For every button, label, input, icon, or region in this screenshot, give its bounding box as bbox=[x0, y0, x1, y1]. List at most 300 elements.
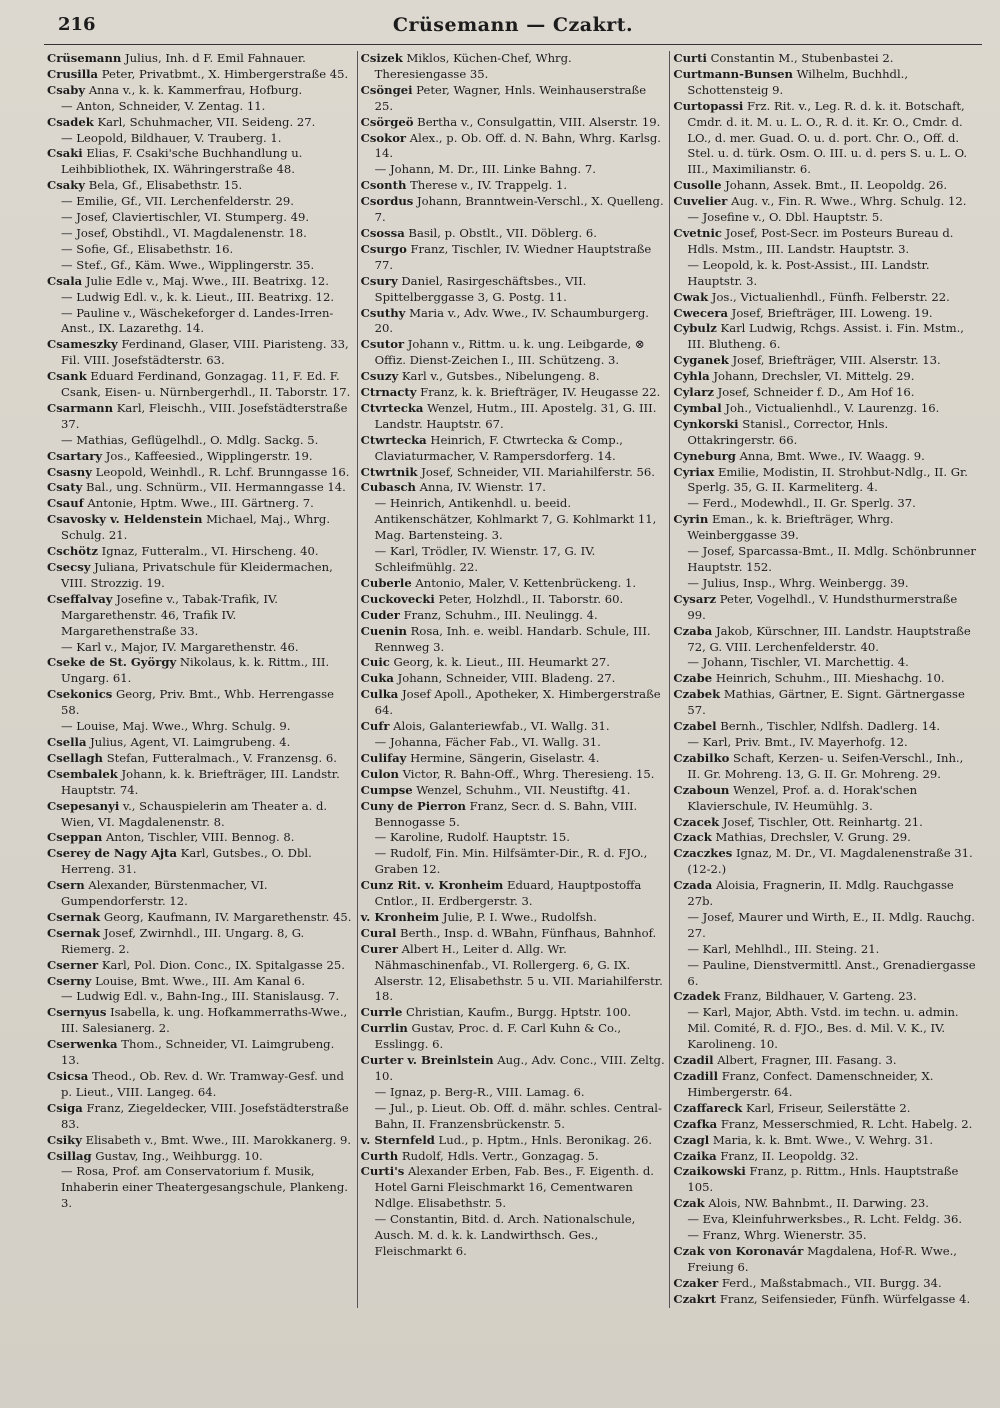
entry-details: Heinrich, F. Ctwrtecka & Comp., Claviaturmacher, V. Rampersdorferg. 14. bbox=[374, 432, 623, 463]
entry-details: Antonio, Maler, V. Kettenbrückeng. 1. bbox=[415, 575, 637, 590]
entry-details: Johann, Branntwein-Verschl., X. Quelleng. 7. bbox=[374, 194, 664, 225]
entry-details: Gustav, Ing., Weihburgg. 10. bbox=[95, 1148, 263, 1163]
entry-details: Anna, IV. Wienstr. 17. bbox=[419, 480, 546, 495]
directory-entry bbox=[673, 1117, 979, 1133]
directory-entry bbox=[47, 926, 354, 958]
entry-details: — Heinrich, Antikenhdl. u. beeid. Antikenschätzer, Kohlmarkt 7, G. Kohlmarkt 11, Mag. Bartensteing. 3. bbox=[374, 496, 657, 543]
directory-entry bbox=[673, 624, 979, 656]
entry-surname: Curti bbox=[673, 51, 707, 65]
entry-details: Aug., Adv. Conc., VIII. Zeltg. 10. bbox=[374, 1053, 665, 1083]
page-header bbox=[44, 14, 982, 45]
directory-entry bbox=[361, 401, 667, 433]
entry-details: Karl, Fleischh., VIII. Josefstädterstraße 37. bbox=[61, 400, 348, 431]
entry-details: Johann, Schneider, VIII. Bladeng. 27. bbox=[397, 671, 616, 686]
entry-details: Johann, Drechsler, VI. Mittelg. 29. bbox=[713, 369, 915, 384]
entry-details: Emilie, Modistin, II. Strohbut-Ndlg., II. Gr. Sperlg. 35, G. II. Karmeliterg. 4. bbox=[687, 464, 968, 495]
directory-entry bbox=[673, 1228, 979, 1244]
directory-entry bbox=[361, 624, 667, 656]
directory-entry bbox=[673, 1053, 979, 1069]
entry-surname: Csizek bbox=[360, 51, 403, 65]
directory-entry bbox=[47, 1149, 354, 1165]
directory-entry bbox=[361, 1212, 667, 1260]
entry-details: Josef, Zwirnhdl., III. Ungarg. 8, G. Riemerg. 2. bbox=[61, 925, 305, 956]
directory-entry bbox=[361, 830, 667, 846]
entry-details: Franz, Seifensieder, Fünfh. Würfelgasse 4. bbox=[719, 1291, 971, 1306]
entry-surname: Csembalek bbox=[47, 766, 118, 781]
entry-details: Josef, Schneider f. D., Am Hof 16. bbox=[717, 385, 915, 400]
directory-entry bbox=[673, 878, 979, 910]
directory-entry bbox=[673, 1069, 979, 1101]
entry-details: v., Schauspielerin am Theater a. d. Wien, VI. Magdalenenstr. 8. bbox=[61, 798, 328, 829]
directory-entry bbox=[361, 433, 667, 465]
directory-entry bbox=[47, 194, 354, 210]
entry-details: Jakob, Kürschner, III. Landstr. Hauptstraße 72, G. VIII. Lerchenfelderstr. 40. bbox=[687, 623, 971, 654]
directory-entry bbox=[673, 1244, 979, 1276]
directory-entry bbox=[673, 353, 979, 369]
entry-details: — Pauline v., Wäschekeforger d. Landes-Irren-Anst., IX. Lazarethg. 14. bbox=[61, 305, 334, 336]
entry-details: Hermine, Sängerin, Giselastr. 4. bbox=[410, 750, 600, 765]
entry-surname: Ctwrtecka bbox=[360, 432, 427, 447]
entry-details: Wenzel, Prof. a. d. Horak'schen Klavierschule, IV. Heumühlg. 3. bbox=[687, 782, 918, 813]
entry-details: Peter, Privatbmt., X. Himbergerstraße 45. bbox=[101, 66, 349, 81]
entry-surname: Crusilla bbox=[47, 66, 99, 81]
entry-details: Magdalena, Hof-R. Wwe., Freiung 6. bbox=[687, 1243, 957, 1274]
directory-entry bbox=[361, 544, 667, 576]
entry-details: Anton, Tischler, VIII. Bennog. 8. bbox=[105, 830, 295, 845]
entry-details: — Ludwig Edl. v., k. k. Lieut., III. Beatrixg. 12. bbox=[61, 289, 335, 304]
entry-surname: Czacek bbox=[673, 814, 720, 829]
entry-surname: Culon bbox=[360, 766, 399, 781]
entry-surname: Cynkorski bbox=[673, 416, 739, 431]
directory-entry bbox=[47, 115, 354, 131]
column-3 bbox=[669, 51, 982, 1308]
directory-entry bbox=[361, 799, 667, 831]
directory-entry bbox=[673, 544, 979, 576]
entry-surname: Csiga bbox=[47, 1100, 83, 1115]
directory-entry bbox=[673, 465, 979, 497]
entry-details: Isabella, k. ung. Hofkammerraths-Wwe., III. Salesianerg. 2. bbox=[61, 1005, 348, 1036]
entry-details: Lud., p. Hptm., Hnls. Beronikag. 26. bbox=[438, 1132, 653, 1147]
directory-entry bbox=[361, 306, 667, 338]
directory-entry bbox=[673, 385, 979, 401]
entry-details: Josefine v., Tabak-Trafik, IV. Margarethenstr. 46, Trafik IV. Margarethenstraße 33. bbox=[61, 591, 278, 638]
directory-entry bbox=[47, 480, 354, 496]
entry-surname: Cserner bbox=[47, 957, 99, 972]
directory-entry bbox=[47, 592, 354, 640]
entry-surname: Cuckovecki bbox=[360, 591, 435, 606]
directory-entry bbox=[361, 465, 667, 481]
directory-entry bbox=[673, 671, 979, 687]
entry-details: — Karl v., Major, IV. Margarethenstr. 46. bbox=[61, 639, 299, 654]
directory-entry bbox=[361, 1005, 667, 1021]
entry-details: Nikolaus, k. k. Rittm., III. Ungarg. 61. bbox=[61, 655, 330, 686]
entry-details: — Karoline, Rudolf. Hauptstr. 15. bbox=[374, 830, 570, 845]
entry-details: Alois, NW. Bahnbmt., II. Darwing. 23. bbox=[708, 1196, 929, 1211]
entry-details: — Stef., Gf., Käm. Wwe., Wipplingerstr. 35. bbox=[61, 257, 315, 272]
entry-details: Franz, Secr. d. S. Bahn, VIII. Bennogasse 5. bbox=[374, 798, 638, 829]
entry-surname: Csarmann bbox=[47, 400, 114, 415]
entry-details: Karl v., Gutsbes., Nibelungeng. 8. bbox=[401, 369, 600, 384]
entry-details: Joh., Victualienhdl., V. Laurenzg. 16. bbox=[725, 400, 940, 415]
directory-entry bbox=[47, 974, 354, 990]
entry-details: Karl, Friseur, Seilerstätte 2. bbox=[745, 1100, 911, 1115]
directory-entry bbox=[361, 242, 667, 274]
directory-entry bbox=[361, 162, 667, 178]
entry-details: — Josef, Sparcassa-Bmt., II. Mdlg. Schönbrunner Hauptstr. 152. bbox=[687, 544, 976, 574]
entry-surname: Cyriax bbox=[673, 464, 715, 479]
entry-surname: Currle bbox=[360, 1005, 403, 1020]
entry-surname: Csauf bbox=[47, 496, 84, 511]
entry-surname: Cuic bbox=[360, 655, 390, 670]
entry-details: Johann v., Rittm. u. k. ung. Leibgarde, ⊗ Offiz. Dienst-Zeichen I., III. Schützeng. 3. bbox=[374, 337, 645, 368]
entry-details: — Eva, Kleinfuhrwerksbes., R. Lcht. Feldg. 36. bbox=[687, 1212, 963, 1227]
entry-details: Leopold, Weinhdl., R. Lchf. Brunngasse 16. bbox=[95, 464, 350, 479]
directory-entry bbox=[673, 417, 979, 449]
entry-surname: Csellagh bbox=[47, 750, 103, 765]
entry-details: — Pauline, Dienstvermittl. Anst., Grenadiergasse 6. bbox=[687, 957, 976, 988]
entry-surname: Curer bbox=[360, 941, 398, 956]
entry-surname: Czada bbox=[673, 878, 713, 893]
entry-details: Ignaz, M. Dr., VI. Magdalenenstraße 31. (12-2.) bbox=[687, 846, 973, 877]
entry-details: — Julius, Insp., Whrg. Weinbergg. 39. bbox=[687, 575, 909, 590]
directory-entry bbox=[673, 687, 979, 719]
entry-surname: Czaika bbox=[673, 1148, 717, 1163]
entry-details: Alois, Galanteriewfab., VI. Wallg. 31. bbox=[393, 719, 610, 734]
directory-entry bbox=[47, 146, 354, 178]
entry-details: Josef, Post-Secr. im Posteurs Bureau d. Hdls. Mstm., III. Landstr. Hauptstr. 3. bbox=[687, 225, 954, 256]
directory-entry bbox=[673, 989, 979, 1005]
directory-entry bbox=[673, 1005, 979, 1053]
entry-details: — Mathias, Geflügelhdl., O. Mdlg. Sackg. 5. bbox=[61, 432, 319, 447]
entry-details: Albert H., Leiter d. Allg. Wr. Nähmaschinenfab., VI. Rollergerg. 6, G. IX. Alserstr. 12, Elisabethstr. 5 u. VII. Mariahilferstr. 18. bbox=[374, 941, 663, 1004]
directory-entry bbox=[361, 369, 667, 385]
directory-entry bbox=[361, 1133, 667, 1149]
directory-entry bbox=[47, 767, 354, 799]
directory-entry bbox=[673, 592, 979, 624]
directory-entry bbox=[361, 846, 667, 878]
directory-entry bbox=[673, 210, 979, 226]
entry-surname: Cuenin bbox=[360, 623, 407, 638]
entry-surname: Csank bbox=[47, 369, 87, 384]
directory-entry bbox=[47, 337, 354, 369]
entry-details: Elisabeth v., Bmt. Wwe., III. Marokkanerg. 9. bbox=[85, 1132, 352, 1147]
entry-surname: Czaikowski bbox=[673, 1164, 746, 1179]
directory-entry bbox=[361, 1021, 667, 1053]
entry-surname: Cseffalvay bbox=[47, 591, 113, 606]
entry-surname: Cuvelier bbox=[673, 194, 728, 209]
entry-surname: Czakrt bbox=[673, 1291, 717, 1306]
directory-entry bbox=[361, 274, 667, 306]
entry-details: Rosa, Inh. e. weibl. Handarb. Schule, III. Rennweg 3. bbox=[374, 623, 651, 654]
entry-surname: Curti's bbox=[360, 1164, 405, 1179]
directory-entry bbox=[673, 1164, 979, 1196]
entry-details: Schaft, Kerzen- u. Seifen-Verschl., Inh., II. Gr. Mohreng. 13, G. II. Gr. Mohreng. 29. bbox=[687, 750, 964, 781]
entry-surname: Cural bbox=[360, 925, 397, 940]
directory-entry bbox=[47, 799, 354, 831]
entry-surname: Cysarz bbox=[673, 591, 717, 606]
entry-details: Wenzel, Hutm., III. Apostelg. 31, G. III. Landstr. Hauptstr. 67. bbox=[374, 400, 657, 431]
entry-details: Alex., p. Ob. Off. d. N. Bahn, Whrg. Karlsg. 14. bbox=[374, 130, 661, 161]
entry-details: — Leopold, k. k. Post-Assist., III. Landstr. Hauptstr. 3. bbox=[687, 257, 930, 288]
entry-details: Josef, Schneider, VII. Mariahilferstr. 56. bbox=[421, 464, 655, 479]
entry-details: Karl, Schuhmacher, VII. Seideng. 27. bbox=[97, 114, 316, 129]
directory-entry bbox=[361, 926, 667, 942]
directory-entry bbox=[47, 655, 354, 687]
entry-details: Georg, Priv. Bmt., Whb. Herrengasse 58. bbox=[61, 687, 334, 718]
entry-surname: Csepesanyi bbox=[47, 798, 120, 813]
entry-surname: Czabilko bbox=[673, 750, 730, 765]
entry-details: Stefan, Futteralmach., V. Franzensg. 6. bbox=[106, 750, 337, 765]
entry-details: Miklos, Küchen-Chef, Whrg. Theresiengasse 35. bbox=[374, 51, 572, 81]
entry-details: Karl, Gutsbes., O. Dbl. Herreng. 31. bbox=[61, 846, 312, 877]
directory-entry bbox=[47, 989, 354, 1005]
entry-details: Rudolf, Hdls. Vertr., Gonzagag. 5. bbox=[401, 1148, 599, 1163]
directory-entry bbox=[47, 401, 354, 433]
entry-details: — Ferd., Modewhdl., II. Gr. Sperlg. 37. bbox=[687, 496, 916, 511]
directory-entry bbox=[47, 1164, 354, 1212]
directory-entry bbox=[47, 242, 354, 258]
entry-details: — Ludwig Edl. v., Bahn-Ing., III. Stanislausg. 7. bbox=[61, 989, 340, 1004]
entry-details: Peter, Holzhdl., II. Taborstr. 60. bbox=[438, 591, 624, 606]
entry-details: Peter, Vogelhdl., V. Hundsthurmerstraße 99. bbox=[687, 591, 958, 622]
directory-entry bbox=[361, 480, 667, 496]
entry-details: Josef, Tischler, Ott. Reinhartg. 21. bbox=[722, 814, 923, 829]
directory-entry bbox=[673, 1276, 979, 1292]
entry-details: Maria v., Adv. Wwe., IV. Schaumburgerg. 20. bbox=[374, 305, 649, 336]
entry-details: — Rosa, Prof. am Conservatorium f. Musik, Inhaberin einer Theatergesangschule, Plankeng. 3. bbox=[61, 1164, 348, 1211]
entry-surname: Ctvrtecka bbox=[360, 400, 424, 415]
entry-details: Michael, Maj., Whrg. Schulg. 21. bbox=[61, 512, 330, 543]
entry-details: Anna v., k. k. Kammerfrau, Hofburg. bbox=[88, 82, 303, 97]
directory-entry bbox=[47, 719, 354, 735]
entry-details: — Rudolf, Fin. Min. Hilfsämter-Dir., R. d. FJO., Graben 12. bbox=[374, 846, 648, 877]
entry-details: Franz, II. Leopoldg. 32. bbox=[720, 1148, 859, 1163]
directory-entry bbox=[361, 592, 667, 608]
entry-details: Alexander, Bürstenmacher, VI. Gumpendorferstr. 12. bbox=[61, 878, 268, 909]
directory-entry bbox=[361, 751, 667, 767]
directory-entry bbox=[47, 560, 354, 592]
directory-entry bbox=[673, 290, 979, 306]
entry-details: Stanisl., Corrector, Hnls. Ottakringerstr. 66. bbox=[687, 416, 889, 447]
directory-entry bbox=[47, 735, 354, 751]
entry-details: Maria, k. k. Bmt. Wwe., V. Wehrg. 31. bbox=[712, 1132, 934, 1147]
directory-entry bbox=[673, 512, 979, 544]
directory-entry bbox=[47, 1101, 354, 1133]
entry-surname: Cuder bbox=[360, 607, 400, 622]
entry-surname: Csekonics bbox=[47, 687, 113, 702]
entry-surname: Cuberle bbox=[360, 575, 412, 590]
entry-surname: Cserny bbox=[47, 973, 92, 988]
directory-entry bbox=[673, 401, 979, 417]
directory-entry bbox=[673, 194, 979, 210]
directory-entry bbox=[361, 878, 667, 910]
directory-entry bbox=[47, 83, 354, 99]
entry-surname: Czak bbox=[673, 1196, 705, 1211]
entry-details: — Johann, Tischler, VI. Marchettig. 4. bbox=[687, 655, 909, 670]
entry-surname: Czabek bbox=[673, 687, 721, 702]
directory-entry bbox=[361, 1085, 667, 1101]
entry-details: Franz, Messerschmied, R. Lcht. Habelg. 2. bbox=[720, 1116, 973, 1131]
directory-entry bbox=[47, 910, 354, 926]
entry-details: Georg, k. k. Lieut., III. Heumarkt 27. bbox=[393, 655, 610, 670]
entry-details: Aug. v., Fin. R. Wwe., Whrg. Schulg. 12. bbox=[731, 194, 967, 209]
entry-surname: Cylarz bbox=[673, 385, 714, 400]
entry-surname: Csonth bbox=[360, 178, 407, 193]
directory-entry bbox=[361, 767, 667, 783]
directory-entry bbox=[361, 671, 667, 687]
directory-entry bbox=[361, 178, 667, 194]
directory-entry bbox=[47, 274, 354, 290]
entry-details: Albert, Fragner, III. Fasang. 3. bbox=[717, 1053, 897, 1068]
entry-details: — Jul., p. Lieut. Ob. Off. d. mähr. schles. Central-Bahn, II. Franzensbrückenstr. 5. bbox=[374, 1100, 662, 1131]
directory-entry bbox=[361, 337, 667, 369]
directory-entry bbox=[673, 655, 979, 671]
entry-details: Alexander Erben, Fab. Bes., F. Eigenth. d. Hotel Garni Fleischmarkt 16, Cementwaren Ndlge. Elisabethstr. 5. bbox=[374, 1164, 654, 1211]
directory-entry bbox=[673, 1133, 979, 1149]
directory-entry bbox=[673, 815, 979, 831]
entry-surname: Czaczkes bbox=[673, 846, 733, 861]
entry-surname: Currlin bbox=[360, 1021, 408, 1036]
directory-entry bbox=[47, 751, 354, 767]
directory-entry bbox=[361, 194, 667, 226]
directory-entry bbox=[361, 655, 667, 671]
directory-entry bbox=[47, 226, 354, 242]
entry-surname: Csaby bbox=[47, 82, 86, 97]
entry-details: Heinrich, Schuhm., III. Mieshachg. 10. bbox=[715, 671, 945, 686]
entry-surname: Cvetnic bbox=[673, 225, 722, 240]
directory-entry bbox=[673, 1101, 979, 1117]
directory-entry bbox=[673, 942, 979, 958]
directory-entry bbox=[361, 83, 667, 115]
column-1 bbox=[44, 51, 357, 1308]
entry-surname: Cyrin bbox=[673, 512, 709, 527]
entry-details: — Karl, Priv. Bmt., IV. Mayerhofg. 12. bbox=[687, 734, 908, 749]
directory-entry bbox=[361, 576, 667, 592]
entry-details: Eman., k. k. Briefträger, Whrg. Weinberggasse 39. bbox=[687, 512, 894, 543]
directory-entry bbox=[47, 99, 354, 115]
entry-surname: Czaba bbox=[673, 623, 713, 638]
entry-surname: Csöngei bbox=[360, 82, 413, 97]
directory-entry bbox=[361, 1101, 667, 1133]
entry-surname: Csillag bbox=[47, 1148, 92, 1163]
entry-details: Louise, Bmt. Wwe., III. Am Kanal 6. bbox=[95, 973, 305, 988]
entry-details: — Karl, Trödler, IV. Wienstr. 17, G. IV. Schleifmühlg. 22. bbox=[374, 544, 596, 574]
directory-entry bbox=[673, 51, 979, 67]
entry-details: Julie, P. I. Wwe., Rudolfsh. bbox=[442, 909, 597, 924]
directory-entry bbox=[47, 1005, 354, 1037]
entry-surname: Czaker bbox=[673, 1275, 719, 1290]
entry-surname: Csörgeö bbox=[360, 114, 414, 129]
entry-surname: Czack bbox=[673, 830, 712, 845]
entry-surname: Czadil bbox=[673, 1053, 714, 1068]
directory-entry bbox=[673, 1196, 979, 1212]
entry-surname: Cyneburg bbox=[673, 448, 736, 463]
directory-entry bbox=[361, 115, 667, 131]
entry-details: — Leopold, Bildhauer, V. Trauberg. 1. bbox=[61, 130, 282, 145]
directory-entry bbox=[47, 258, 354, 274]
directory-entry bbox=[673, 321, 979, 353]
entry-surname: Czagl bbox=[673, 1132, 710, 1147]
directory-entry bbox=[47, 369, 354, 401]
directory-entry bbox=[673, 1149, 979, 1165]
entry-details: Antonie, Hptm. Wwe., III. Gärtnerg. 7. bbox=[87, 496, 314, 511]
entry-surname: Csella bbox=[47, 734, 87, 749]
entry-surname: v. Kronheim bbox=[360, 909, 440, 924]
entry-surname: Cseke de St. György bbox=[47, 655, 177, 670]
directory-entry bbox=[673, 735, 979, 751]
entry-details: Christian, Kaufm., Burgg. Hptstr. 100. bbox=[406, 1005, 632, 1020]
entry-details: — Ignaz, p. Berg-R., VIII. Lamag. 6. bbox=[374, 1084, 585, 1099]
entry-surname: Curtopassi bbox=[673, 98, 744, 113]
entry-surname: Cyganek bbox=[673, 353, 729, 368]
entry-details: Anna, Bmt. Wwe., IV. Waagg. 9. bbox=[739, 448, 925, 463]
entry-surname: Cumpse bbox=[360, 782, 413, 797]
entry-details: — Emilie, Gf., VII. Lerchenfelderstr. 29. bbox=[61, 194, 294, 209]
directory-entry bbox=[673, 67, 979, 99]
entry-details: Johann, k. k. Briefträger, III. Landstr. Hauptstr. 74. bbox=[61, 766, 340, 797]
directory-entry bbox=[361, 385, 667, 401]
entry-surname: Csartary bbox=[47, 448, 103, 463]
entry-details: Franz, p. Rittm., Hnls. Hauptstraße 105. bbox=[687, 1164, 959, 1195]
directory-entry bbox=[673, 719, 979, 735]
directory-entry bbox=[47, 290, 354, 306]
directory-entry bbox=[47, 958, 354, 974]
entry-details: — Johann, M. Dr., III. Linke Bahng. 7. bbox=[374, 162, 596, 177]
entry-surname: Cserey de Nagy Ajta bbox=[47, 846, 177, 861]
directory-entry bbox=[47, 67, 354, 83]
directory-entry bbox=[673, 496, 979, 512]
entry-surname: Csuzy bbox=[360, 369, 399, 384]
entry-details: Julius, Agent, VI. Laimgrubeng. 4. bbox=[90, 734, 291, 749]
directory-entry bbox=[673, 751, 979, 783]
directory-entry bbox=[47, 1037, 354, 1069]
directory-entry bbox=[47, 306, 354, 338]
entry-details: Franz, k. k. Briefträger, IV. Heugasse 22. bbox=[420, 385, 661, 400]
entry-details: — Sofie, Gf., Elisabethstr. 16. bbox=[61, 241, 234, 256]
entry-details: — Louise, Maj. Wwe., Whrg. Schulg. 9. bbox=[61, 719, 291, 734]
entry-surname: Csaty bbox=[47, 480, 83, 495]
directory-entry bbox=[361, 131, 667, 163]
entry-surname: Csern bbox=[47, 878, 85, 893]
directory-entry bbox=[361, 783, 667, 799]
entry-surname: Csury bbox=[360, 273, 398, 288]
entry-surname: Czadill bbox=[673, 1069, 718, 1083]
entry-details: Franz, Tischler, IV. Wiedner Hauptstraße 77. bbox=[374, 241, 652, 272]
entry-surname: Cuka bbox=[360, 671, 394, 686]
entry-details: Ferd., Maßstabmach., VII. Burgg. 34. bbox=[721, 1275, 942, 1290]
entry-surname: Curter v. Breinlstein bbox=[360, 1053, 494, 1068]
entry-surname: Csaky bbox=[47, 178, 86, 193]
directory-entry bbox=[361, 719, 667, 735]
directory-entry bbox=[361, 735, 667, 751]
entry-details: Johann, Assek. Bmt., II. Leopoldg. 26. bbox=[725, 178, 948, 193]
directory-entry bbox=[361, 496, 667, 544]
entry-surname: Cserwenka bbox=[47, 1037, 118, 1052]
entry-surname: Czafka bbox=[673, 1116, 718, 1131]
entry-details: Karl, Pol. Dion. Conc., IX. Spitalgasse 25. bbox=[101, 957, 345, 972]
directory-entry bbox=[47, 640, 354, 656]
entry-details: Franz, Confect. Damenschneider, X. Himbergerstr. 64. bbox=[687, 1069, 934, 1099]
directory-entry bbox=[47, 687, 354, 719]
entry-details: Eduard, Hauptpostoffa Cntlor., II. Erdbergerstr. 3. bbox=[374, 878, 642, 909]
entry-surname: Czaboun bbox=[673, 782, 730, 797]
entry-details: — Franz, Whrg. Wienerstr. 35. bbox=[687, 1228, 867, 1243]
entry-surname: Curtmann-Bunsen bbox=[673, 66, 793, 81]
entry-details: Eduard Ferdinand, Gonzagag. 11, F. Ed. F. Csank, Eisen- u. Nürnbergerhdl., II. Taborstr. 17. bbox=[61, 369, 351, 400]
entry-details: Franz, Bildhauer, V. Garteng. 23. bbox=[723, 989, 917, 1004]
entry-details: — Josef, Obstihdl., VI. Magdalenenstr. 18. bbox=[61, 225, 307, 240]
entry-surname: Czabel bbox=[673, 719, 717, 734]
